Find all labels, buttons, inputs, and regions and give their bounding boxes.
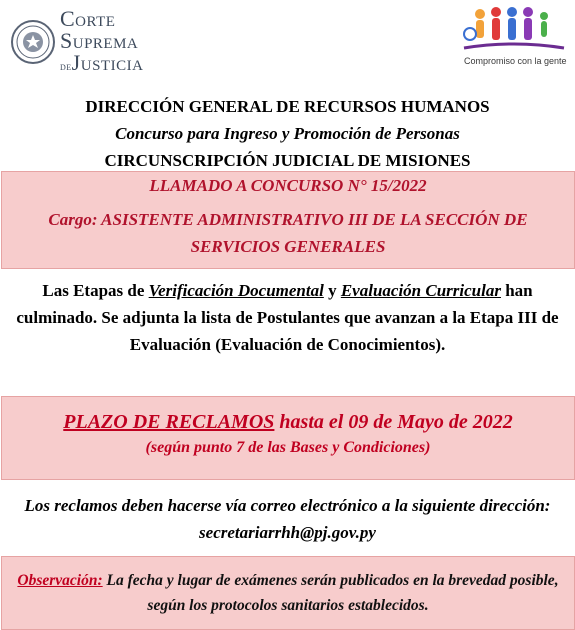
plazo-line [2,409,574,435]
etapas-prefix: Las Etapas de [42,281,149,300]
plazo-note: (según punto 7 de las Bases y Condiciones) [145,439,431,456]
reclamos-paragraph: Los reclamos deben hacerse vía correo electrónico a la siguiente dirección: secretariarrhh@pj.gov.py [24,496,551,542]
etapas-middle: y [323,281,341,300]
org-line-3: Justicia [71,50,144,75]
corte-suprema-logo [4,4,154,78]
header [0,0,575,90]
etapa-evaluacion: Evaluación Curricular [340,281,501,300]
plazo-label: PLAZO DE RECLAMOS [63,411,275,433]
org-name [60,8,143,77]
llamado-box [1,171,575,269]
plazo-date: hasta el 09 de Mayo de 2022 [274,411,513,433]
etapas-paragraph [0,277,575,358]
title-line-3: CIRCUNSCRIPCIÓN JUDICIAL DE MISIONES [104,151,471,170]
cargo-title: Cargo: ASISTENTE ADMINISTRATIVO III DE LA SECCIÓN DE SERVICIOS GENERALES [48,210,528,256]
org-line-1: Corte [60,6,116,31]
title-line-2: Concurso para Ingreso y Promoción de Personas [115,124,460,143]
logo-caption: Compromiso con la gente [464,56,567,66]
plazo-box [1,396,575,480]
observacion-label: Observación: [17,572,103,589]
title-block [0,93,575,174]
org-de: de [60,59,72,73]
observacion-box [1,556,575,630]
observacion-text [2,568,574,618]
observacion-body: La fecha y lugar de exámenes serán publicados en la brevedad posible, según los protocolos sanitarios establecidos. [102,572,559,614]
etapa-verificacion: Verificación Documental [148,281,324,300]
org-line-2: Suprema [60,28,139,53]
title-line-1: DIRECCIÓN GENERAL DE RECURSOS HUMANOS [85,97,490,116]
llamado-number: LLAMADO A CONCURSO N° 15/2022 [149,176,427,195]
seal-icon [10,8,56,78]
etapas-rest: han culminado. Se adjunta la lista de Postulantes que avanzan a la Etapa III de Evaluación (Evaluación de Conocimientos). [16,281,559,354]
